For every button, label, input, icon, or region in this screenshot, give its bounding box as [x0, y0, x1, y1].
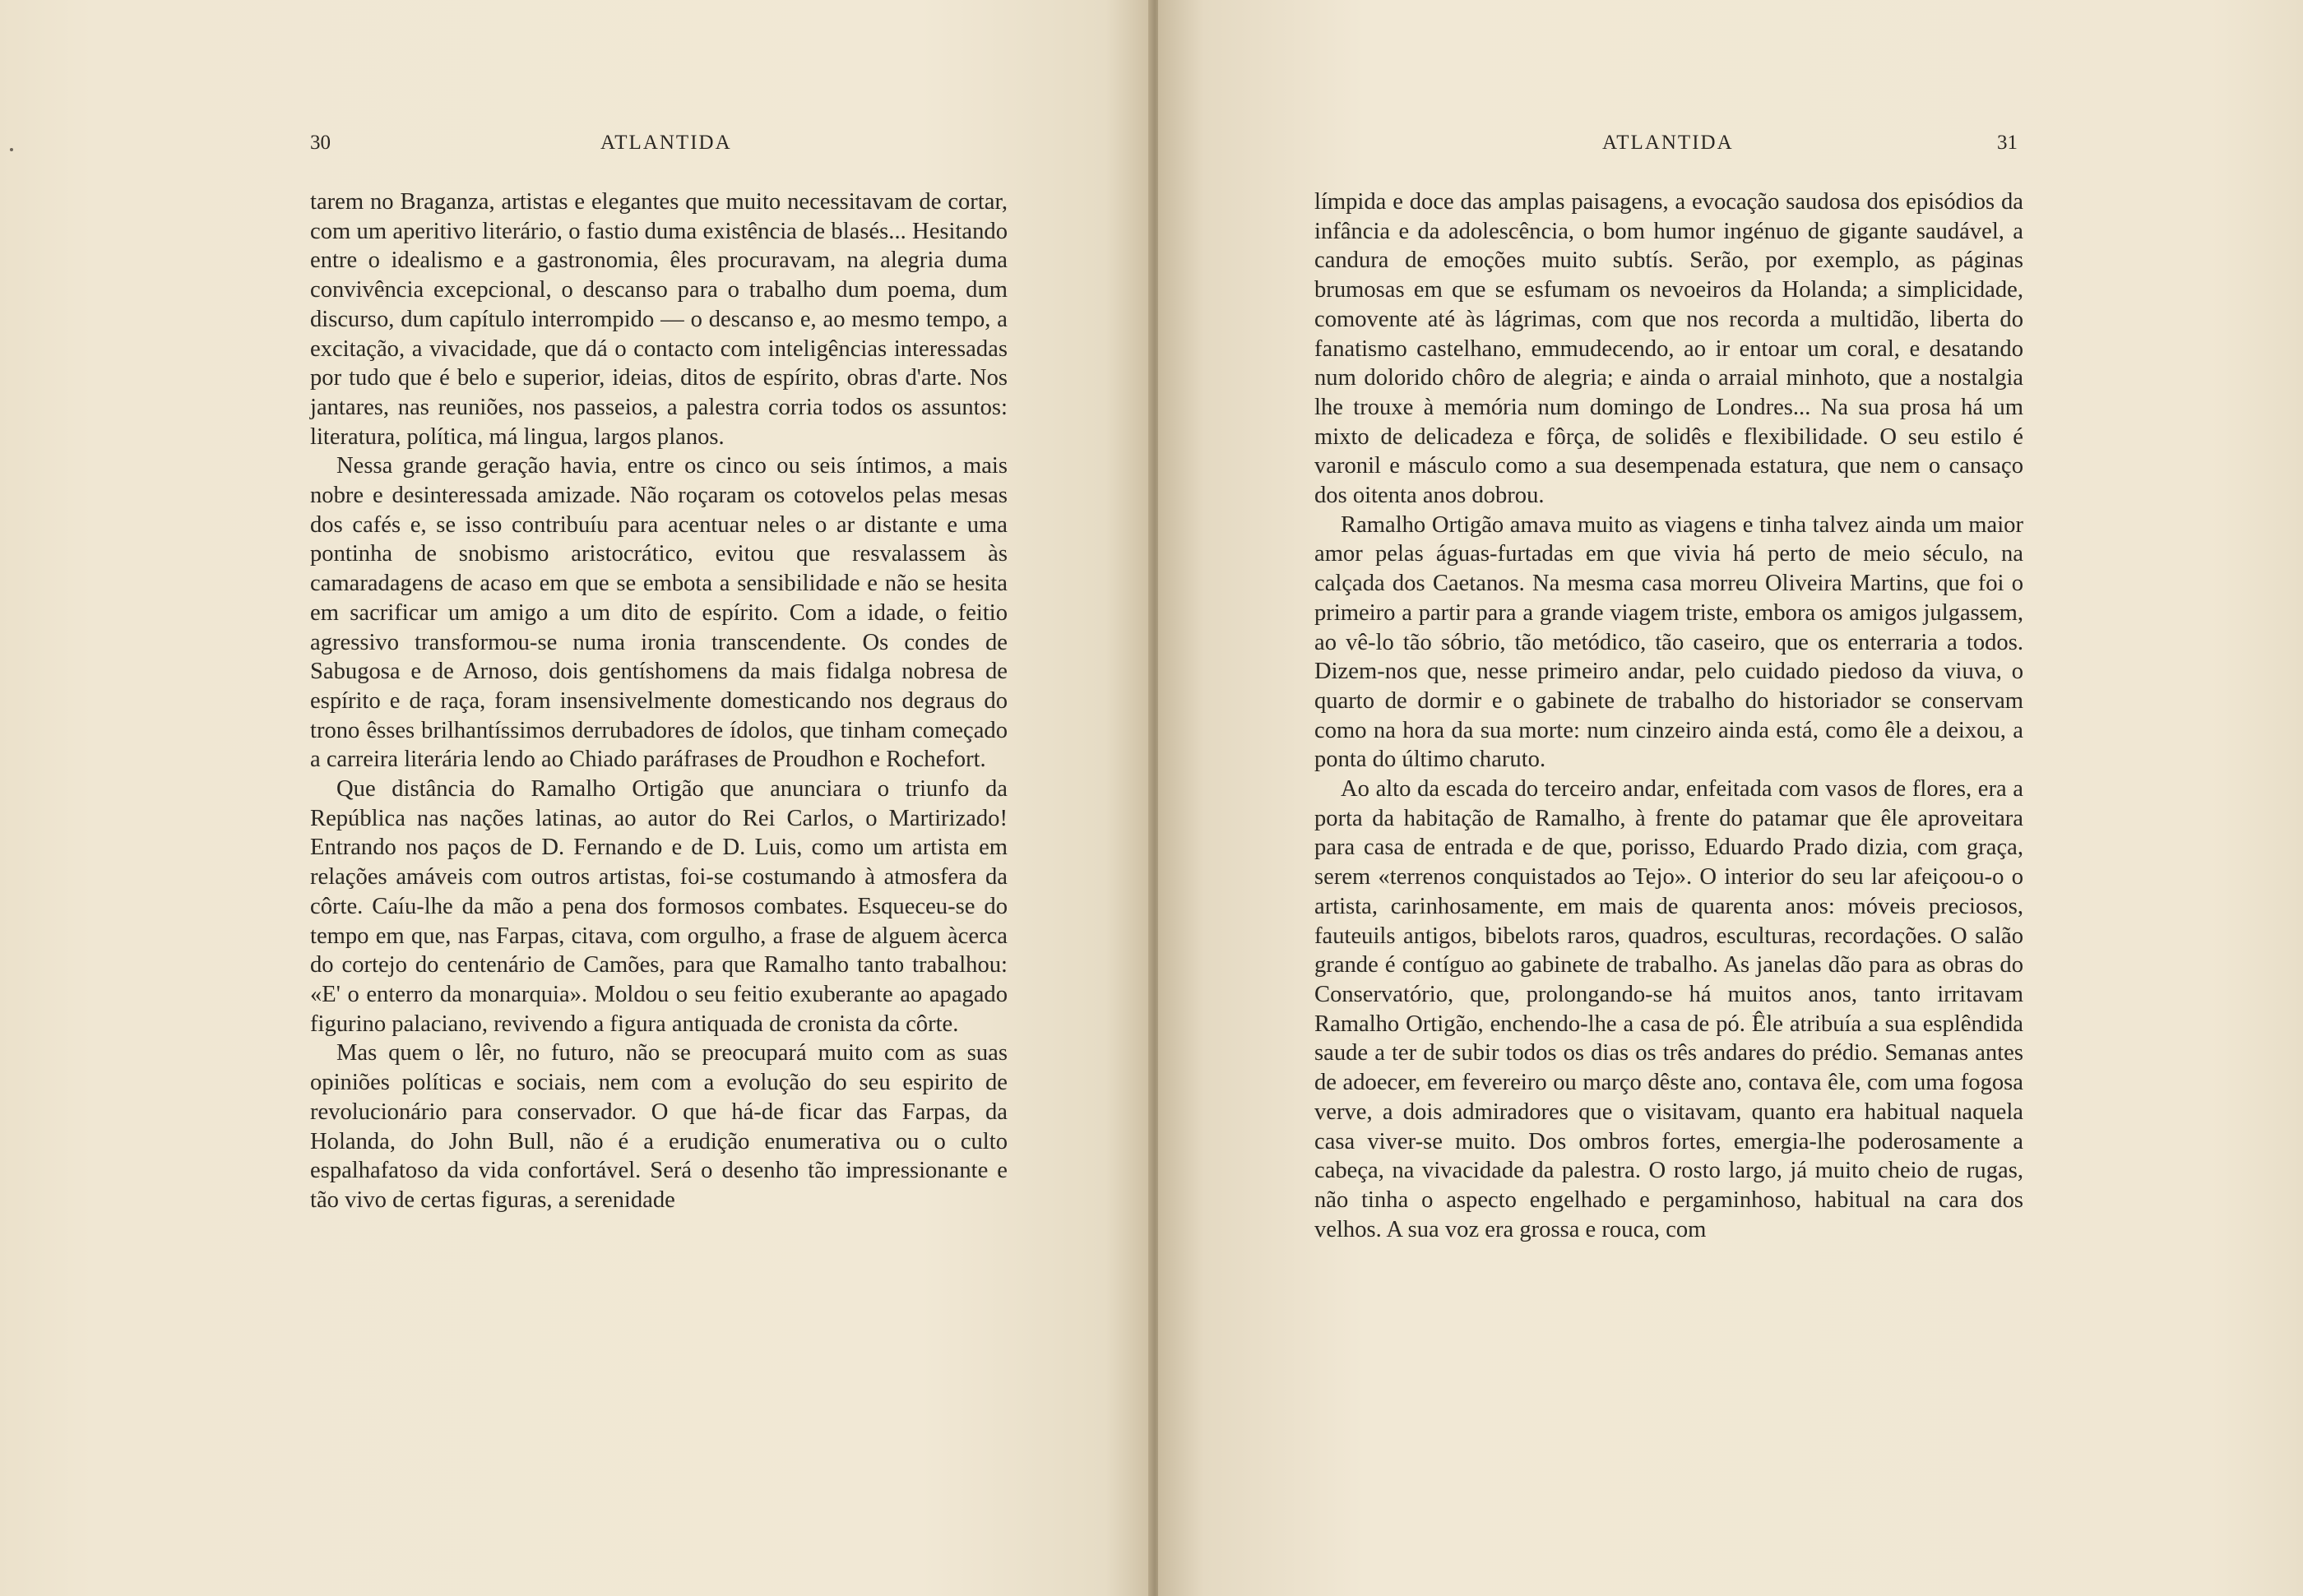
- running-head: ATLANTIDA: [1602, 132, 1734, 154]
- paragraph: Ramalho Ortigão amava muito as viagens e tinha talvez ainda um maior amor pelas águas-furtadas em que vivia há perto de meio século, na calçada dos Caetanos. Na mesma casa morreu Oliveira Martins, que foi o primeiro a partir para a grande viagem triste, embora os amigos julgassem, ao vê-lo tão sóbrio, tão metódico, tão caseiro, que os enterraria a todos. Dizem-nos que, nesse primeiro andar, pelo cuidado piedoso da viuva, o quarto de dormir e o gabinete de trabalho do historiador se conservam como na hora da sua morte: num cinzeiro ainda está, como êle a deixou, a ponta do último charuto.: [1314, 511, 2023, 773]
- paragraph: Mas quem o lêr, no futuro, não se preocupará muito com as suas opiniões políticas e sociais, nem com a evolução do seu espirito de revolucionário para conservador. O que há-de ficar das Farpas, da Holanda, do John Bull, não é a erudição enumerativa ou o culto espalhafatoso da vida confortável. Será o desenho tão impressionante e tão vivo de certas figuras, a serenidade: [310, 1040, 1008, 1213]
- paragraph: límpida e doce das amplas paisagens, a evocação saudosa dos episódios da infância e da adolescência, o bom humor ingénuo de gigante saudável, a candura de emoções muito subtís. Serão, por exemplo, as páginas brumosas em que se esfumam os nevoeiros da Holanda; a simplicidade, comovente até às lágrimas, com que nos recorda a multidão, liberta do fanatismo castelhano, emmudecendo, ao ir entoar um coral, e desatando num dolorido chôro de alegria; e ainda o arraial minhoto, que a nostalgia lhe trouxe à memória num domingo de Londres... Na sua prosa há um mixto de delicadeza e fôrça, de solidês e flexibilidade. O seu estilo é varonil e másculo como a sua desempenada estatura, que nem o cansaço dos oitenta anos dobrou.: [1314, 189, 2023, 509]
- paragraph: Que distância do Ramalho Ortigão que anunciara o triunfo da República nas nações latinas, ao autor do Rei Carlos, o Martirizado! Entrando nos paços de D. Fernando e de D. Luis, como um artista em relações amáveis com outros artistas, foi-se costumando à atmosfera da côrte. Caíu-lhe da mão a pena dos formosos combates. Esqueceu-se do tempo em que, nas Farpas, citava, com orgulho, a frase de alguem àcerca do cortejo do centenário de Camões, para que Ramalho tanto trabalhou: «E' o enterro da monarquia». Moldou o seu feitio exuberante ao apagado figurino palaciano, revivendo a figura antiquada de cronista da côrte.: [310, 776, 1008, 1037]
- page-number: 30: [310, 132, 331, 154]
- page-body: [310, 187, 1008, 1215]
- right-page: [1158, 0, 2303, 1596]
- running-head: ATLANTIDA: [600, 132, 732, 154]
- margin-speck: [10, 148, 13, 151]
- page-number: 31: [1997, 132, 2018, 154]
- paragraph: Ao alto da escada do terceiro andar, enfeitada com vasos de flores, era a porta da habitação de Ramalho, à frente do patamar que êle aproveitara para casa de entrada e de que, porisso, Eduardo Prado dizia, com graça, serem «terrenos conquistados ao Tejo». O interior do seu lar afeiçoou-o o artista, carinhosamente, em mais de quarenta anos: móveis preciosos, fauteuils antigos, bibelots raros, quadros, esculturas, recordações. O salão grande é contíguo ao gabinete de trabalho. As janelas dão para as obras do Conservatório, que, prolongando-se há muitos anos, tanto irritavam Ramalho Ortigão, enchendo-lhe a casa de pó. Êle atribuía a sua esplêndida saude a ter de subir todos os dias os três andares do prédio. Semanas antes de adoecer, em fevereiro ou março dêste ano, contava êle, com uma fogosa verve, a dois admiradores que o visitavam, quanto era habitual naquela casa viver-se muito. Dos ombros fortes, emergia-lhe poderosamente a cabeça, na vivacidade da palestra. O rosto largo, já muito cheio de rugas, não tinha o aspecto engelhado e pergaminhoso, habitual na cara dos velhos. A sua voz era grossa e rouca, com: [1314, 776, 2023, 1242]
- page-body: [1314, 187, 2023, 1244]
- paragraph: tarem no Braganza, artistas e elegantes que muito necessitavam de cortar, com um aperitivo literário, o fastio duma existência de blasés... Hesitando entre o idealismo e a gastronomia, êles procuravam, na alegria duma convivência excepcional, o descanso para o trabalho dum poema, dum discurso, dum capítulo interrompido — o descanso e, ao mesmo tempo, a excitação, a vivacidade, que dá o contacto com inteligências interessadas por tudo que é belo e superior, ideias, ditos de espírito, obras d'arte. Nos jantares, nas reuniões, nos passeios, a palestra corria todos os assuntos: literatura, política, má lingua, largos planos.: [310, 189, 1008, 450]
- paragraph: Nessa grande geração havia, entre os cinco ou seis íntimos, a mais nobre e desinteressada amizade. Não roçaram os cotovelos pelas mesas dos cafés e, se isso contribuíu para acentuar neles o ar distante e uma pontinha de snobismo aristocrático, evitou que resvalassem às camaradagens de acaso em que se embota a sensibilidade e não se hesita em sacrificar um amigo a um dito de espírito. Com a idade, o feitio agressivo transformou-se numa ironia transcendente. Os condes de Sabugosa e de Arnoso, dois gentíshomens da mais fidalga nobresa de espírito e de raça, foram insensivelmente domesticando nos degraus do trono êsses brilhantíssimos derrubadores de ídolos, que tinham começado a carreira literária lendo ao Chiado paráfrases de Proudhon e Rochefort.: [310, 453, 1008, 773]
